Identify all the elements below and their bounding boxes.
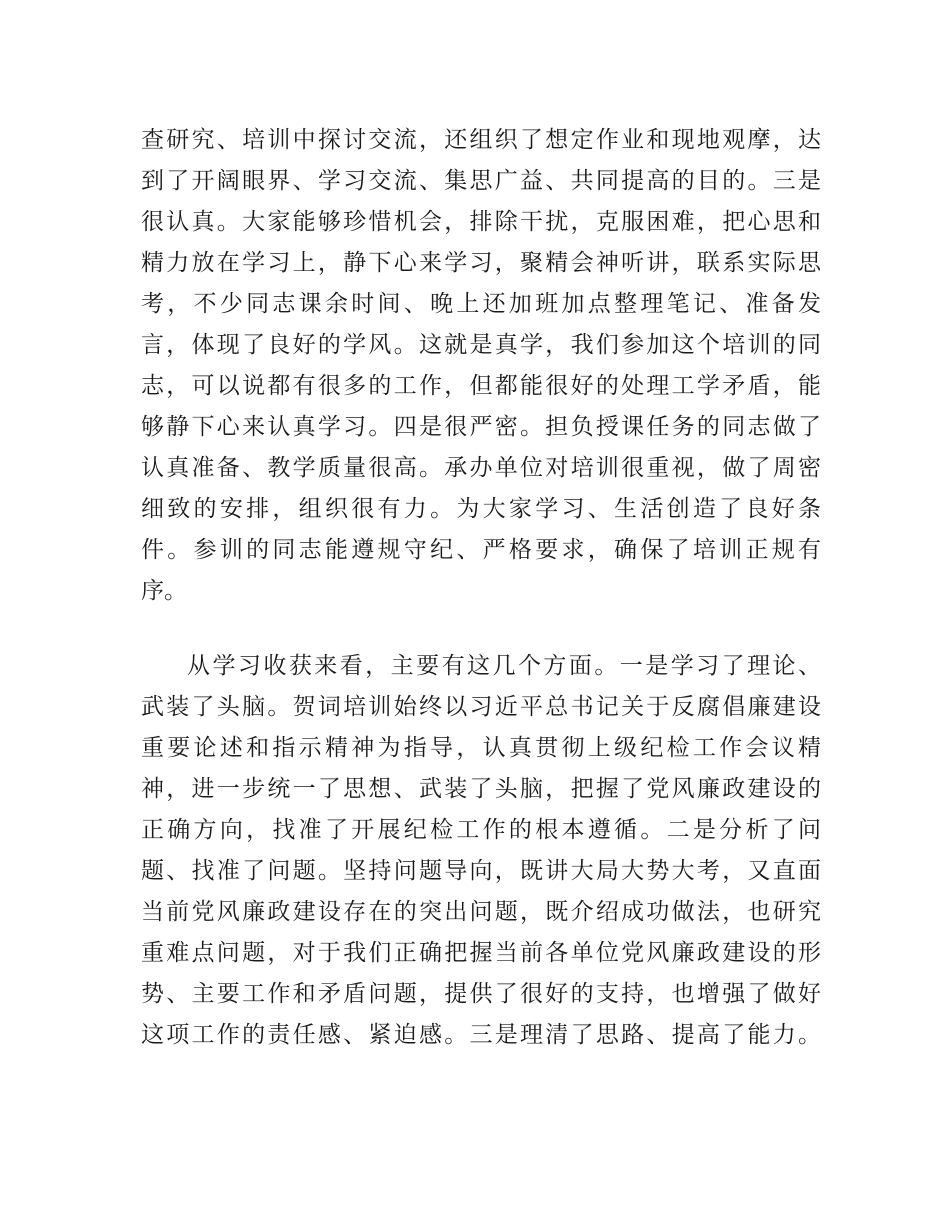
text-line: 认真准备、教学质量很高。承办单位对培训很重视，做了周密 xyxy=(141,455,821,481)
text-line: 从学习收获来看，主要有这几个方面。一是学习了理论、 xyxy=(187,653,821,679)
text-line: 重难点问题，对于我们正确把握当前各单位党风廉政建设的形 xyxy=(141,940,821,966)
paragraph-2 xyxy=(141,646,821,1056)
text-line: 神，进一步统一了思想、武装了头脑，把握了党风廉政建设的 xyxy=(141,776,821,802)
text-line: 件。参训的同志能遵规守纪、严格要求，确保了培训正规有 xyxy=(141,537,821,563)
text-line: 势、主要工作和矛盾问题，提供了很好的支持，也增强了做好 xyxy=(141,981,821,1007)
text-line: 题、找准了问题。坚持问题导向，既讲大局大势大考，又直面 xyxy=(141,858,821,884)
text-line: 够静下心来认真学习。四是很严密。担负授课任务的同志做了 xyxy=(141,414,821,440)
text-line: 查研究、培训中探讨交流，还组织了想定作业和现地观摩，达 xyxy=(141,127,821,153)
text-line: 很认真。大家能够珍惜机会，排除干扰，克服困难，把心思和 xyxy=(141,209,821,235)
text-line: 序。 xyxy=(141,578,187,604)
text-line: 当前党风廉政建设存在的突出问题，既介绍成功做法，也研究 xyxy=(141,899,821,925)
text-line: 考，不少同志课余时间、晚上还加班加点整理笔记、准备发 xyxy=(141,291,821,317)
text-line: 精力放在学习上，静下心来学习，聚精会神听讲，联系实际思 xyxy=(141,250,821,276)
paragraph-1 xyxy=(141,120,821,612)
text-line: 志，可以说都有很多的工作，但都能很好的处理工学矛盾，能 xyxy=(141,373,821,399)
text-line: 这项工作的责任感、紧迫感。三是理清了思路、提高了能力。 xyxy=(141,1022,821,1048)
text-line: 细致的安排，组织很有力。为大家学习、生活创造了良好条 xyxy=(141,496,821,522)
text-line: 正确方向，找准了开展纪检工作的根本遵循。二是分析了问 xyxy=(141,817,821,843)
text-line: 言，体现了良好的学风。这就是真学，我们参加这个培训的同 xyxy=(141,332,821,358)
text-line: 武装了头脑。贺词培训始终以习近平总书记关于反腐倡廉建设 xyxy=(141,694,821,720)
text-line: 到了开阔眼界、学习交流、集思广益、共同提高的目的。三是 xyxy=(141,168,821,194)
text-line: 重要论述和指示精神为指导，认真贯彻上级纪检工作会议精 xyxy=(141,735,821,761)
